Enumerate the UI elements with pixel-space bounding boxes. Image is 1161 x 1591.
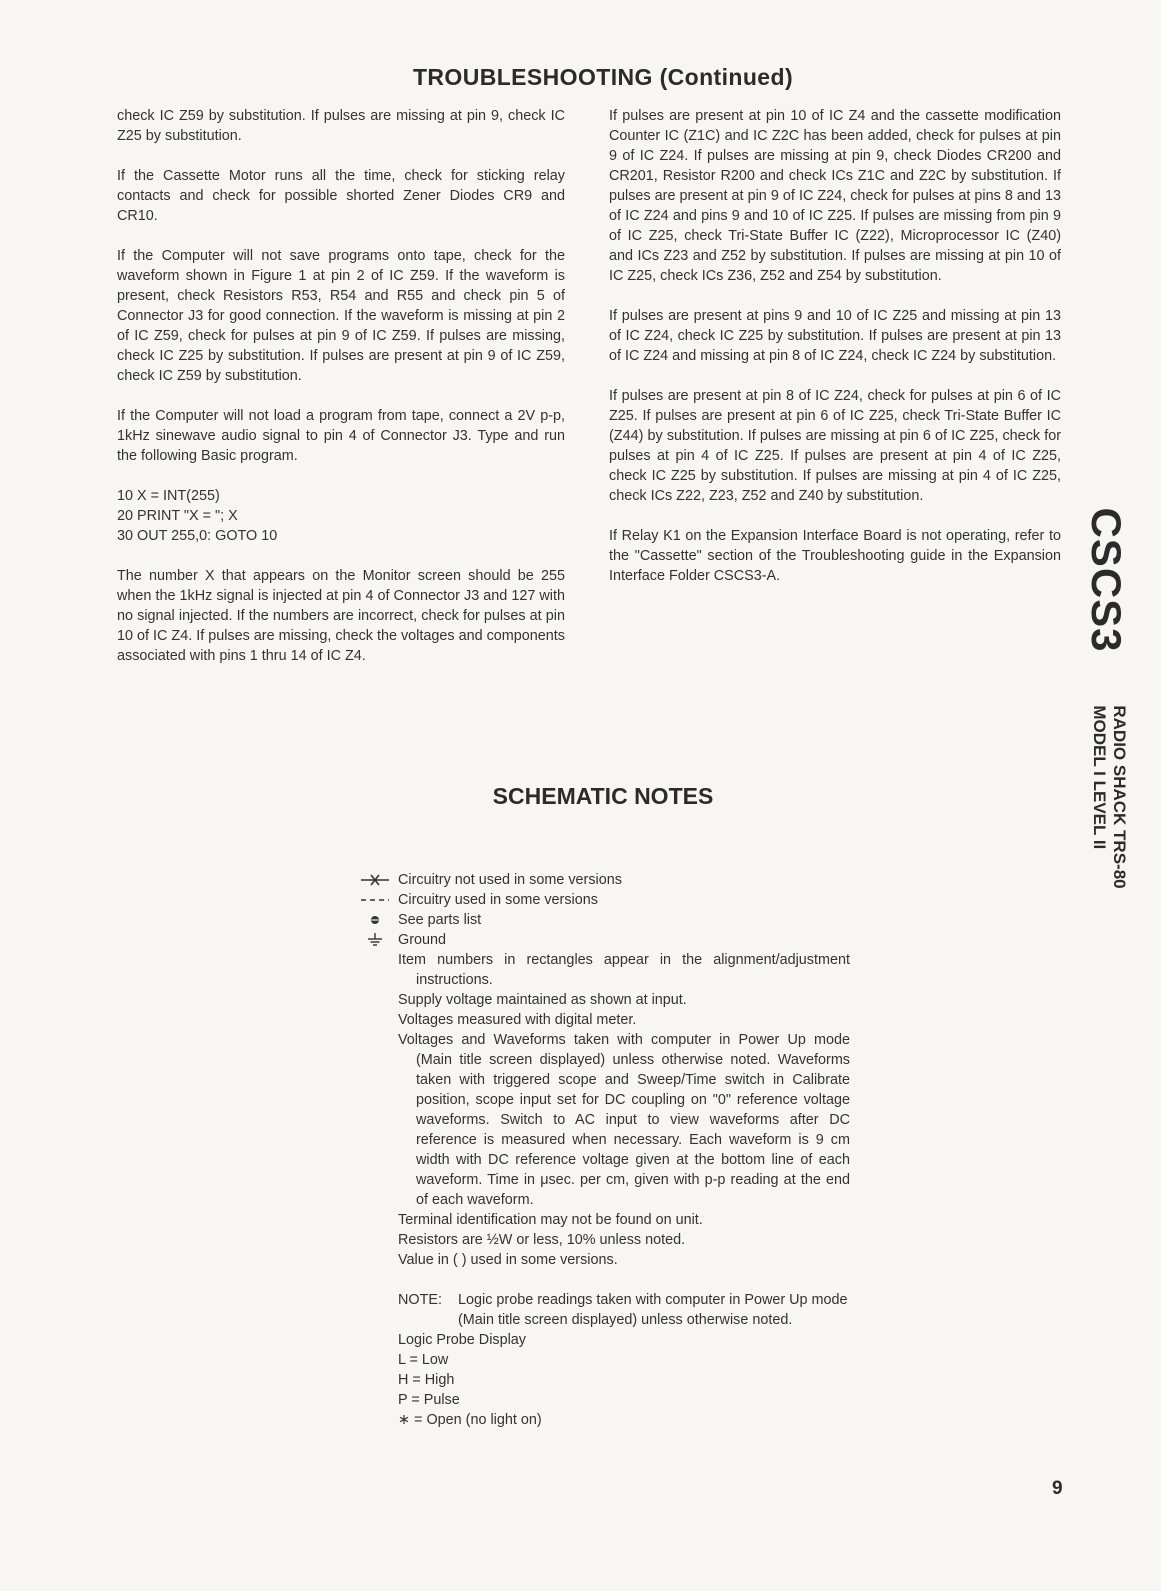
side-code-text: CSCS3	[1083, 507, 1130, 653]
spacer	[398, 1270, 850, 1290]
paragraph: If the Computer will not save programs onto tape, check for the waveform shown in Figure 1 at pin 2 of IC Z59. If the waveform is present, check Resistors R53, R54 and R55 and check pin 5 of Connector J3 for good connection. If the waveform is missing at pin 2 of IC Z59, check for pulses at pin 9 of IC Z59. If pulses are missing, check IC Z25 by substitution. If pulses are present at pin 9 of IC Z59, check IC Z59 by substitution.	[117, 248, 565, 384]
paragraph: If pulses are present at pins 9 and 10 of IC Z25 and missing at pin 13 of IC Z24, check IC Z25 by substitution. If pulses are present at pin 13 of IC Z24 and missing at pin 8 of IC Z24, check IC Z24 by substitution.	[609, 308, 1061, 364]
code-line: 10 X = INT(255)	[117, 488, 220, 504]
legend-label: Ground	[398, 932, 446, 948]
schematic-notes	[398, 870, 850, 1430]
probe-open: ∗ = Open (no light on)	[398, 1412, 542, 1428]
note-item: Voltages measured with digital meter.	[398, 1012, 637, 1028]
paragraph: The number X that appears on the Monitor screen should be 255 when the 1kHz signal is injected at pin 4 of Connector J3 and 127 with no signal injected. If the numbers are incorrect, check for pulses at pin 10 of IC Z4. If pulses are missing, check the voltages and components associated with pins 1 thru 14 of IC Z4.	[117, 568, 565, 664]
page-number: 9	[1052, 1478, 1063, 1499]
page-title: TROUBLESHOOTING (Continued)	[412, 64, 794, 90]
note-item: Item numbers in rectangles appear in the alignment/adjustment instructions.	[398, 952, 850, 988]
legend-row	[398, 890, 850, 910]
probe-pulse: P = Pulse	[398, 1392, 460, 1408]
probe-low: L = Low	[398, 1352, 449, 1368]
left-column	[117, 106, 565, 686]
paragraph: If the Cassette Motor runs all the time, check for sticking relay contacts and check for possible shorted Zener Diodes CR9 and CR10.	[117, 168, 565, 224]
side-model-line1: RADIO SHACK TRS-80	[1110, 705, 1129, 889]
legend-row	[398, 870, 850, 890]
section-title: SCHEMATIC NOTES	[492, 783, 714, 809]
legend-label: Circuitry used in some versions	[398, 892, 598, 908]
right-column	[609, 106, 1061, 606]
paragraph: If the Computer will not load a program from tape, connect a 2V p-p, 1kHz sinewave audio signal to pin 4 of Connector J3. Type and run the following Basic program.	[117, 408, 565, 464]
logic-probe-note	[398, 1290, 850, 1330]
paragraph: check IC Z59 by substitution. If pulses are missing at pin 9, check IC Z25 by substitution.	[117, 108, 565, 144]
legend-row	[398, 930, 850, 950]
legend-row	[398, 910, 850, 930]
ground-icon	[352, 930, 398, 950]
probe-title: Logic Probe Display	[398, 1332, 526, 1348]
note-item: Terminal identification may not be found on unit.	[398, 1212, 703, 1228]
code-line: 30 OUT 255,0: GOTO 10	[117, 528, 278, 544]
note-label: NOTE:	[398, 1292, 442, 1308]
note-item: Value in ( ) used in some versions.	[398, 1252, 618, 1268]
legend-label: Circuitry not used in some versions	[398, 872, 622, 888]
legend-label: See parts list	[398, 912, 482, 928]
note-item: Supply voltage maintained as shown at input.	[398, 992, 687, 1008]
note-item: Resistors are ½W or less, 10% unless noted.	[398, 1232, 686, 1248]
parts-marker-icon	[352, 910, 398, 930]
note-text: Logic probe readings taken with computer in Power Up mode (Main title screen displayed) unless otherwise noted.	[458, 1292, 848, 1328]
probe-high: H = High	[398, 1372, 455, 1388]
dashed-line-icon	[352, 890, 398, 910]
side-model-line2: MODEL I LEVEL II	[1090, 705, 1109, 850]
paragraph: If pulses are present at pin 10 of IC Z4 and the cassette modification Counter IC (Z1C) and IC Z2C has been added, check for pulses at pin 9 of IC Z24. If pulses are missing at pin 9, check Diodes CR200 and CR201, Resistor R200 and check ICs Z1C and Z2C by substitution. If pulses are present at pin 9 of IC Z24, check for pulses at pins 8 and 13 of IC Z24 and pins 9 and 10 of IC Z25. If pulses are missing from pin 9 of IC Z25, check Tri-State Buffer IC (Z22), Microprocessor IC (Z40) and ICs Z23 and Z52 by substitution. If pulses are missing at pin 10 of IC Z25, check ICs Z36, Z52 and Z54 by substitution.	[609, 108, 1061, 284]
paragraph: If Relay K1 on the Expansion Interface Board is not operating, refer to the "Cassette" section of the Troubleshooting guide in the Expansion Interface Folder CSCS3-A.	[609, 528, 1061, 584]
code-line: 20 PRINT "X = "; X	[117, 508, 238, 524]
note-item: Voltages and Waveforms taken with computer in Power Up mode (Main title screen displayed) unless otherwise noted. Waveforms taken with triggered scope and Sweep/Time switch in Calibrate position, scope input set for DC coupling on "0" reference voltage waveforms. Switch to AC input to view waveforms after DC reference is measured when necessary. Each waveform is 9 cm width with DC reference voltage given at the bottom line of each waveform. Time in μsec. per cm, given with p-p reading at the end of each waveform.	[398, 1032, 850, 1208]
basic-program	[117, 486, 565, 546]
paragraph: If pulses are present at pin 8 of IC Z24, check for pulses at pin 6 of IC Z25. If pulses are present at pin 6 of IC Z25, check Tri-State Buffer IC (Z44) by substitution. If pulses are missing at pin 6 of IC Z25, check for pulses at pin 4 of IC Z25. If pulses are present at pin 4 of IC Z25, check IC Z25 by substitution. If pulses are missing at pin 4 of IC Z25, check ICs Z22, Z23, Z52 and Z40 by substitution.	[609, 388, 1061, 504]
crossed-line-icon	[352, 870, 398, 890]
side-code-label	[1080, 507, 1132, 653]
